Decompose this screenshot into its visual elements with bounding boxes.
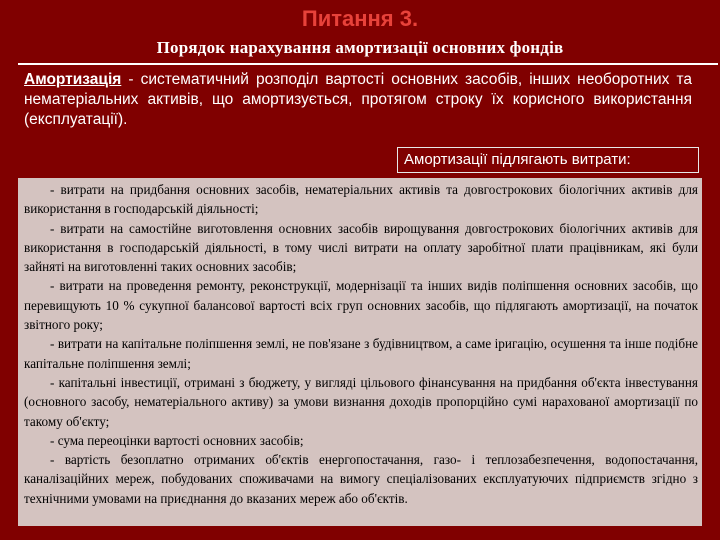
definition-term: Амортизація (24, 71, 122, 88)
list-item: - капітальні інвестиції, отримані з бюджету, у вигляді цільового фінансування на придбання об'єкта інвестування (основного засобу, нематеріального активу) за умови визнання доходів пропорційно сумі нарахованої амортизації по такому об'єкту; (24, 374, 698, 429)
divider-line (18, 63, 718, 65)
list-item: - витрати на проведення ремонту, реконструкції, модернізації та інших видів поліпшення основних засобів, що перевищують 10 % сукупної балансової вартості всіх груп основних засобів, що підлягають амортизації, на початок звітного року; (24, 278, 698, 333)
list-item: - вартість безоплатно отриманих об'єктів енергопостачання, газо- і теплозабезпечення, водопостачання, каналізаційних мереж, побудованих споживачами на вимогу спеціалізованих експлуатуючих підприємств згідно з технічними умовами на приєднання до вказаних мереж або об'єктів. (24, 452, 698, 506)
slide-subtitle: Порядок нарахування амортизації основних фондів (156, 38, 564, 57)
list-item: - витрати на придбання основних засобів, нематеріальних активів та довгострокових біологічних активів для використання в господарській діяльності; (24, 182, 698, 217)
list-item: - витрати на капітальне поліпшення землі, не пов'язане з будівництвом, а саме іригацію, осушення та інше подібне капітальне поліпшення землі; (24, 336, 698, 371)
definition-text: - систематичний розподіл вартості основних засобів, інших необоротних та нематеріальних активів, що амортизується, протягом строку їх корисного використання (експлуатації). (24, 71, 692, 128)
list-item: - сума переоцінки вартості основних засобів; (50, 432, 304, 448)
slide-title: Питання 3. (301, 6, 419, 31)
expenses-box-label: Амортизації підлягають витрати: (397, 147, 699, 173)
definition-paragraph (24, 70, 692, 130)
expenses-list-panel (18, 178, 702, 526)
list-item: - витрати на самостійне виготовлення основних засобів вирощування довгострокових біологічних активів для використання в господарській діяльності, в тому числі витрати на оплату заробітної плати працівникам, які були зайняті на виготовленні таких основних засобів; (24, 220, 698, 275)
